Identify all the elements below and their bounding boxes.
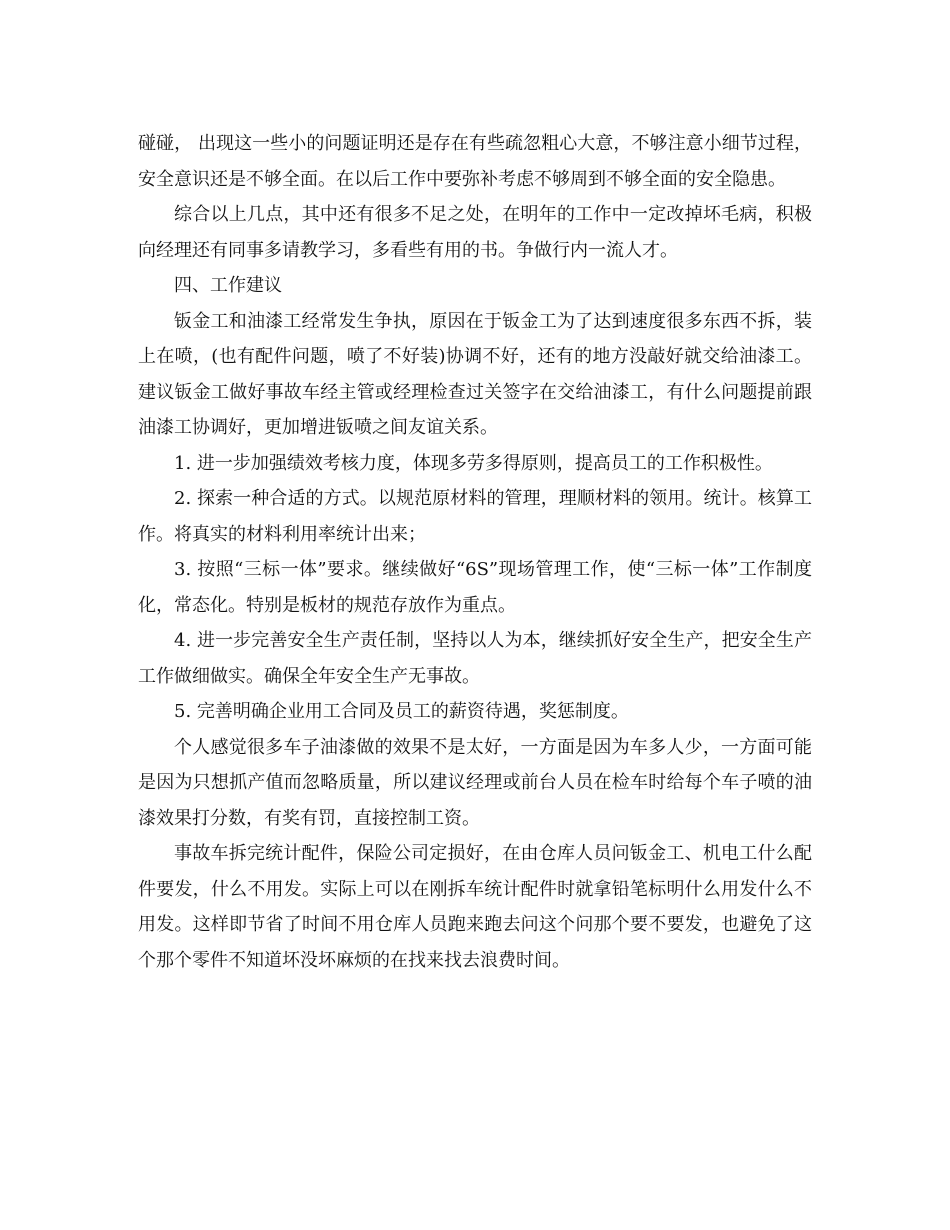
document-body — [138, 126, 812, 978]
paragraph-4: 个人感觉很多车子油漆做的效果不是太好，一方面是因为车多人少，一方面可能是因为只想抓产值而忽略质量，所以建议经理或前台人员在检车时给每个车子喷的油漆效果打分数，有奖有罚，直接控制工资。 — [138, 736, 812, 829]
section-heading: 四、工作建议 — [174, 275, 282, 296]
paragraph-5: 事故车拆完统计配件，保险公司定损好，在由仓库人员问钣金工、机电工什么配件要发，什么不用发。实际上可以在刚拆车统计配件时就拿铅笔标明什么用发什么不用发。这样即节省了时间不用仓库人员跑来跑去问这个问那个要不要发，也避免了这个那个零件不知道坏没坏麻烦的在找来找去浪费时间。 — [138, 843, 812, 971]
paragraph-2: 综合以上几点，其中还有很多不足之处，在明年的工作中一定改掉坏毛病，积极向经理还有同事多请教学习，多看些有用的书。争做行内一流人才。 — [138, 204, 812, 261]
list-item-4: 4. 进一步完善安全生产责任制，坚持以人为本，继续抓好安全生产，把安全生产工作做细做实。确保全年安全生产无事故。 — [138, 630, 812, 687]
paragraph-1: 碰碰， 出现这一些小的问题证明还是存在有些疏忽粗心大意，不够注意小细节过程，安全意识还是不够全面。在以后工作中要弥补考虑不够周到不够全面的安全隐患。 — [138, 133, 812, 190]
list-item-2: 2. 探索一种合适的方式。以规范原材料的管理，理顺材料的领用。统计。核算工作。将真实的材料利用率统计出来； — [138, 488, 812, 545]
list-item-1: 1. 进一步加强绩效考核力度，体现多劳多得原则，提高员工的工作积极性。 — [174, 452, 773, 474]
list-item-3: 3. 按照“三标一体”要求。继续做好“6S”现场管理工作，使“三标一体”工作制度化，常态化。特别是板材的规范存放作为重点。 — [138, 559, 812, 616]
list-item-5: 5. 完善明确企业用工合同及员工的薪资待遇，奖惩制度。 — [174, 701, 629, 722]
paragraph-3: 钣金工和油漆工经常发生争执，原因在于钣金工为了达到速度很多东西不拆，装上在喷，(也有配件问题，喷了不好装)协调不好，还有的地方没敲好就交给油漆工。建议钣金工做好事故车经主管或经理检查过关签字在交给油漆工，有什么问题提前跟油漆工协调好，更加增进钣喷之间友谊关系。 — [138, 310, 812, 438]
